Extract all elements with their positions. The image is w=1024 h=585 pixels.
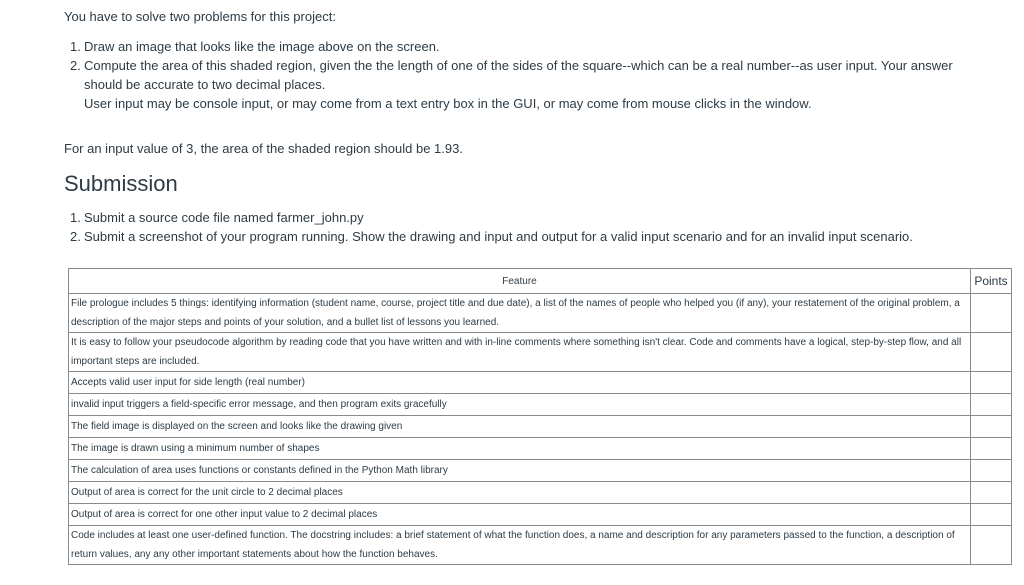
submission-text: Submit a screenshot of your program running. Show the drawing and input and output for a valid input scenario and for an invalid input scenario. (84, 229, 913, 244)
rubric-feature-cell: File prologue includes 5 things: identifying information (student name, course, project title and due date), a list of the names of people who helped you (if any), your restatement of the original problem, a description of the major steps and points of your solution, and a bullet list of lessons you learned. (69, 294, 971, 333)
rubric-feature-cell: Output of area is correct for one other input value to 2 decimal places (69, 504, 971, 526)
rubric-header-row (69, 269, 1012, 294)
rubric-row (69, 294, 1012, 333)
example-note: For an input value of 3, the area of the shaded region should be 1.93. (64, 141, 463, 156)
rubric-points-cell (971, 416, 1012, 438)
points-column-header: Points (971, 269, 1012, 294)
submission-text: Submit a source code file named farmer_john.py (84, 210, 364, 225)
rubric-row (69, 504, 1012, 526)
rubric-points-cell (971, 372, 1012, 394)
list-number: 1. (70, 39, 81, 54)
problem-list (64, 37, 984, 113)
submission-item (64, 208, 913, 227)
rubric-points-cell (971, 438, 1012, 460)
rubric-points-cell (971, 526, 1012, 565)
submission-heading: Submission (64, 171, 178, 196)
rubric-feature-cell: Output of area is correct for the unit circle to 2 decimal places (69, 482, 971, 504)
rubric-points-cell (971, 333, 1012, 372)
problem-text: Compute the area of this shaded region, given the the length of one of the sides of the square--which can be a real number--as user input. Your answer should be accurate to two decimal places. (84, 58, 953, 92)
problem-item (64, 37, 984, 56)
list-number: 2. (70, 229, 81, 244)
rubric-feature-cell: The calculation of area uses functions or constants defined in the Python Math library (69, 460, 971, 482)
rubric-points-cell (971, 460, 1012, 482)
problem-text: Draw an image that looks like the image above on the screen. (84, 39, 440, 54)
rubric-feature-cell: It is easy to follow your pseudocode algorithm by reading code that you have written and with in-line comments where something isn't clear. Code and comments have a logical, step-by-step flow, and all important steps are included. (69, 333, 971, 372)
submission-item (64, 227, 913, 246)
rubric-feature-cell: invalid input triggers a field-specific error message, and then program exits gracefully (69, 394, 971, 416)
rubric-row (69, 394, 1012, 416)
rubric-feature-cell: Accepts valid user input for side length (real number) (69, 372, 971, 394)
rubric-row (69, 460, 1012, 482)
rubric-row (69, 372, 1012, 394)
intro-text: You have to solve two problems for this project: (64, 9, 336, 24)
list-number: 2. (70, 58, 81, 73)
rubric-points-cell (971, 482, 1012, 504)
problem-item (64, 56, 984, 113)
rubric-feature-cell: The field image is displayed on the screen and looks like the drawing given (69, 416, 971, 438)
rubric-row (69, 416, 1012, 438)
rubric-points-cell (971, 294, 1012, 333)
rubric-row (69, 438, 1012, 460)
problem-subtext: User input may be console input, or may come from a text entry box in the GUI, or may come from mouse clicks in the window. (84, 96, 812, 111)
rubric-feature-cell: The image is drawn using a minimum number of shapes (69, 438, 971, 460)
rubric-points-cell (971, 394, 1012, 416)
list-number: 1. (70, 210, 81, 225)
rubric-feature-cell: Code includes at least one user-defined function. The docstring includes: a brief statement of what the function does, a name and description for any parameters passed to the function, a description of return values, any any other important statements about how the function behaves. (69, 526, 971, 565)
submission-list (64, 208, 913, 246)
rubric-row (69, 526, 1012, 565)
rubric-table (68, 268, 1012, 565)
feature-column-header: Feature (69, 269, 971, 294)
rubric-points-cell (971, 504, 1012, 526)
rubric-row (69, 333, 1012, 372)
rubric-row (69, 482, 1012, 504)
